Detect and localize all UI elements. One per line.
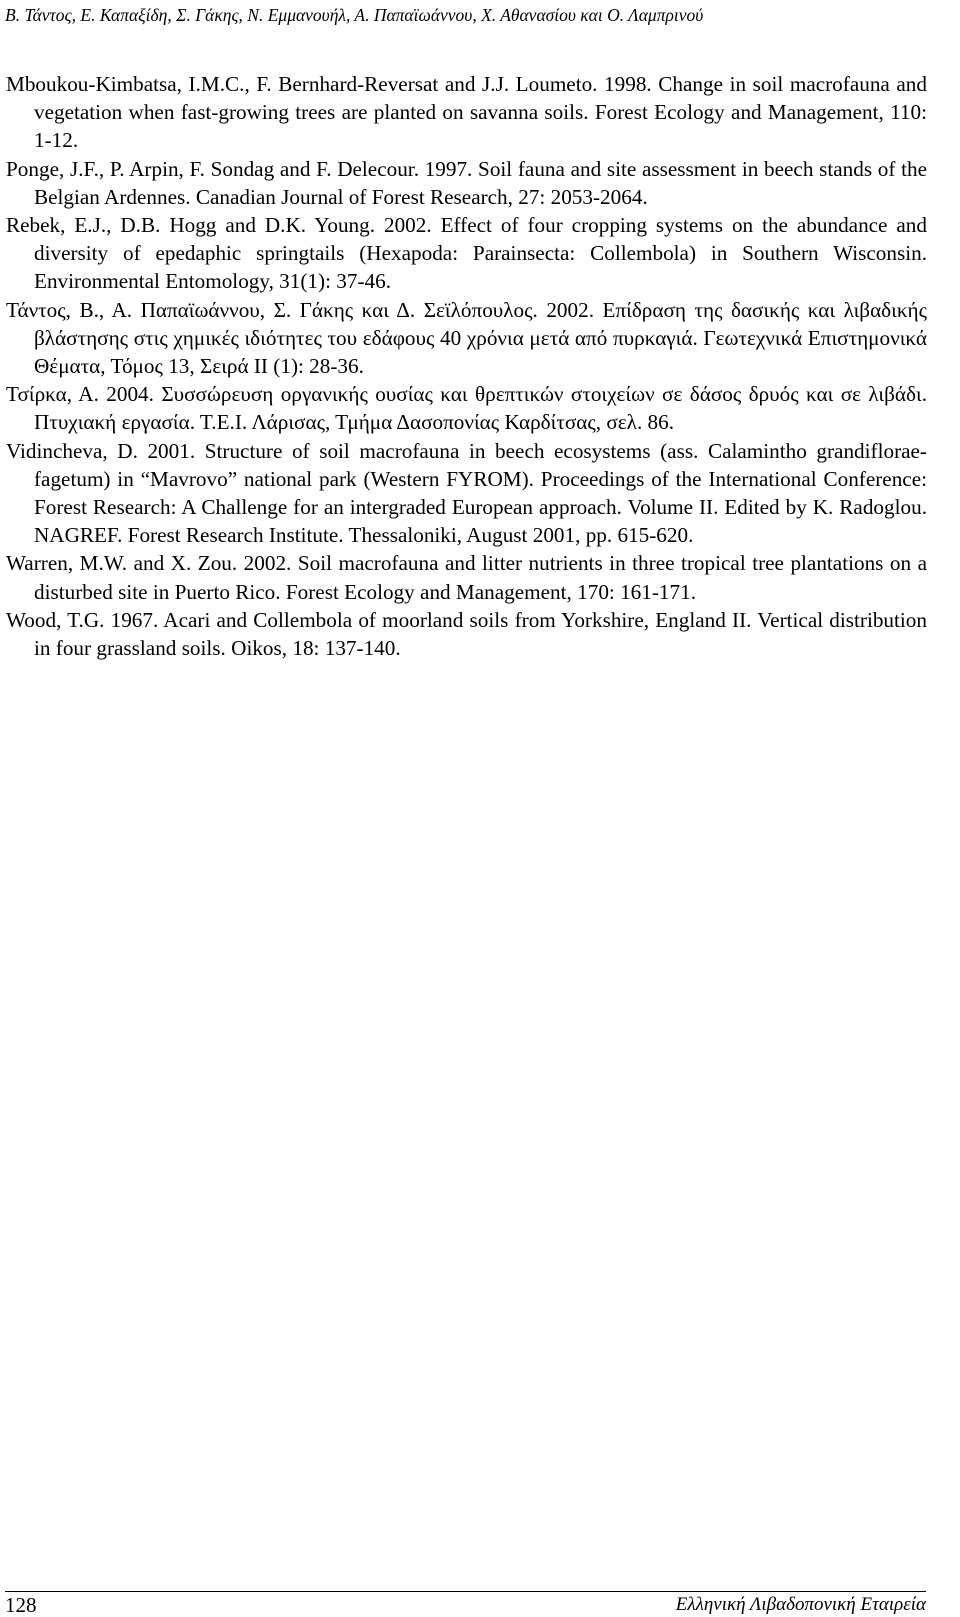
reference-item: Τσίρκα, Α. 2004. Συσσώρευση οργανικής ουσίας και θρεπτικών στοιχείων σε δάσος δρυός και σε λιβάδι. Πτυχιακή εργασία. Τ.Ε.Ι. Λάρισας, Τμήμα Δασοπονίας Καρδίτσας, σελ. 86.	[6, 382, 927, 435]
reference-item: Ponge, J.F., P. Arpin, F. Sondag and F. Delecour. 1997. Soil fauna and site assessment in beech stands of the Belgian Ardennes. Canadian Journal of Forest Research, 27: 2053-2064.	[6, 156, 927, 209]
page-number: 128	[5, 1593, 37, 1617]
society-name: Ελληνική Λιβαδοπονική Εταιρεία	[675, 1594, 926, 1615]
reference-item: Mboukou-Kimbatsa, I.M.C., F. Bernhard-Reversat and J.J. Loumeto. 1998. Change in soil macrofauna and vegetation when fast-growing trees are planted on savanna soils. Forest Ecology and Management, 110: 1-12.	[6, 72, 927, 153]
reference-list	[6, 70, 927, 662]
page-footer	[5, 1591, 926, 1617]
reference-item: Vidincheva, D. 2001. Structure of soil macrofauna in beech ecosystems (ass. Calamintho grandiflorae-fagetum) in “Mavrovo” national park (Western FYROM). Proceedings of the International Conference: Forest Research: A Challenge for an intergraded European approach. Volume II. Edited by K. Radoglou. NAGREF. Forest Research Institute. Thessaloniki, August 2001, pp. 615-620.	[6, 438, 927, 548]
reference-item: Rebek, E.J., D.B. Hogg and D.K. Young. 2002. Effect of four cropping systems on the abundance and diversity of epedaphic springtails (Hexapoda: Parainsecta: Collembola) in Southern Wisconsin. Environmental Entomology, 31(1): 37-46.	[6, 213, 927, 294]
running-header: Β. Τάντος, Ε. Καπαξίδη, Σ. Γάκης, Ν. Εμμανουήλ, Α. Παπαϊωάννου, Χ. Αθανασίου και Ο. Λαμπρινού	[5, 5, 704, 25]
reference-item: Τάντος, Β., Α. Παπαϊωάννου, Σ. Γάκης και Δ. Σεϊλόπουλος. 2002. Επίδραση της δασικής και λιβαδικής βλάστησης στις χημικές ιδιότητες του εδάφους 40 χρόνια μετά από πυρκαγιά. Γεωτεχνικά Επιστημονικά Θέματα, Τόμος 13, Σειρά ΙΙ (1): 28-36.	[6, 297, 927, 379]
reference-item: Warren, M.W. and X. Zou. 2002. Soil macrofauna and litter nutrients in three tropical tree plantations on a disturbed site in Puerto Rico. Forest Ecology and Management, 170: 161-171.	[6, 551, 927, 604]
reference-item: Wood, T.G. 1967. Acari and Collembola of moorland soils from Yorkshire, England II. Vertical distribution in four grassland soils. Oikos, 18: 137-140.	[6, 607, 927, 661]
